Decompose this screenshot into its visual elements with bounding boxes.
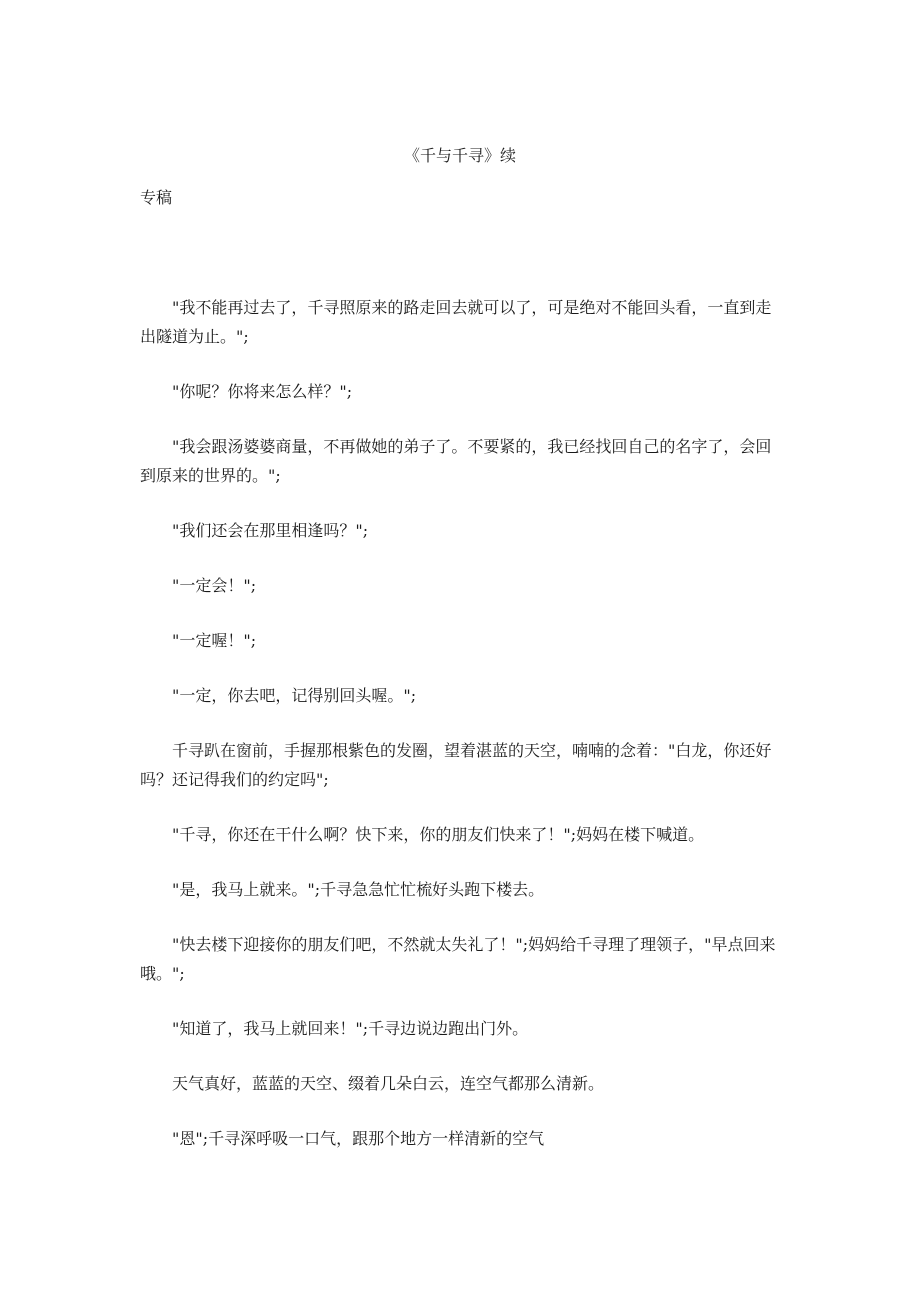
paragraph: "恩";千寻深呼吸一口气，跟那个地方一样清新的空气: [172, 1129, 545, 1148]
paragraph: "我们还会在那里相逢吗？";: [172, 521, 369, 540]
paragraph: 千寻趴在窗前，手握那根紫色的发圈，望着湛蓝的天空，喃喃的念着："白龙，你还好吗？还记得我们的约定吗";: [140, 741, 772, 789]
paragraph: "我不能再过去了，千寻照原来的路走回去就可以了，可是绝对不能回头看，一直到走出隧道为止。";: [140, 298, 772, 346]
document-title: 《千与千寻》续: [403, 146, 516, 165]
paragraph: "知道了，我马上就回来！";千寻边说边跑出门外。: [172, 1019, 529, 1038]
paragraph: 天气真好，蓝蓝的天空、缀着几朵白云，连空气都那么清新。: [172, 1074, 605, 1093]
paragraph: "一定喔！";: [172, 631, 257, 650]
paragraph: "千寻，你还在干什么啊？快下来，你的朋友们快来了！";妈妈在楼下喊道。: [172, 825, 705, 844]
document-byline: 专稿: [140, 188, 173, 207]
paragraph: "一定，你去吧，记得别回头喔。";: [172, 686, 417, 705]
paragraph: "我会跟汤婆婆商量，不再做她的弟子了。不要紧的，我已经找回自己的名字了，会回到原来的世界的。";: [140, 437, 772, 485]
paragraph: "快去楼下迎接你的朋友们吧，不然就太失礼了！";妈妈给千寻理了理领子，"早点回来哦。";: [140, 935, 776, 983]
paragraph: "是，我马上就来。";千寻急急忙忙梳好头跑下楼去。: [172, 880, 545, 899]
paragraph: "你呢？你将来怎么样？";: [172, 382, 353, 401]
document-body: [140, 293, 782, 1179]
paragraph: "一定会！";: [172, 576, 257, 595]
